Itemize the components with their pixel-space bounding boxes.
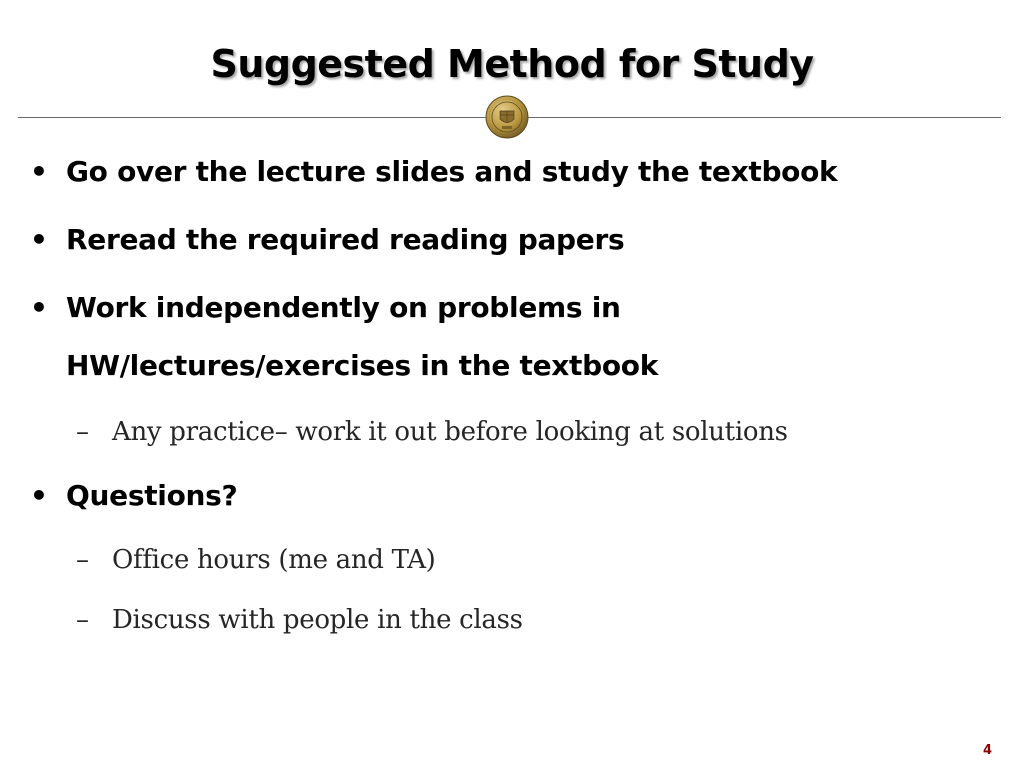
sub-bullet-text: Any practice– work it out before looking at solutions — [112, 417, 788, 447]
university-seal-icon — [485, 95, 529, 139]
bullet-marker: • — [30, 291, 48, 324]
page-number: 4 — [982, 743, 992, 758]
sub-bullet-marker: – — [76, 545, 89, 575]
bullet-marker: • — [30, 155, 48, 188]
sub-bullet-text: Discuss with people in the class — [112, 605, 523, 635]
bullet-text: Questions? — [66, 479, 238, 512]
sub-bullet-marker: – — [76, 605, 89, 635]
bullet-text-line-1: Work independently on problems in — [66, 291, 621, 324]
sub-bullet-marker: – — [76, 417, 89, 447]
sub-bullet-text: Office hours (me and TA) — [112, 545, 436, 575]
bullet-text: Reread the required reading papers — [66, 223, 625, 256]
bullet-text-line-2: HW/lectures/exercises in the textbook — [66, 349, 659, 382]
slide-title: Suggested Method for Study — [210, 42, 814, 86]
bullet-text: Go over the lecture slides and study the textbook — [66, 155, 838, 188]
bullet-marker: • — [30, 479, 48, 512]
bullet-marker: • — [30, 223, 48, 256]
